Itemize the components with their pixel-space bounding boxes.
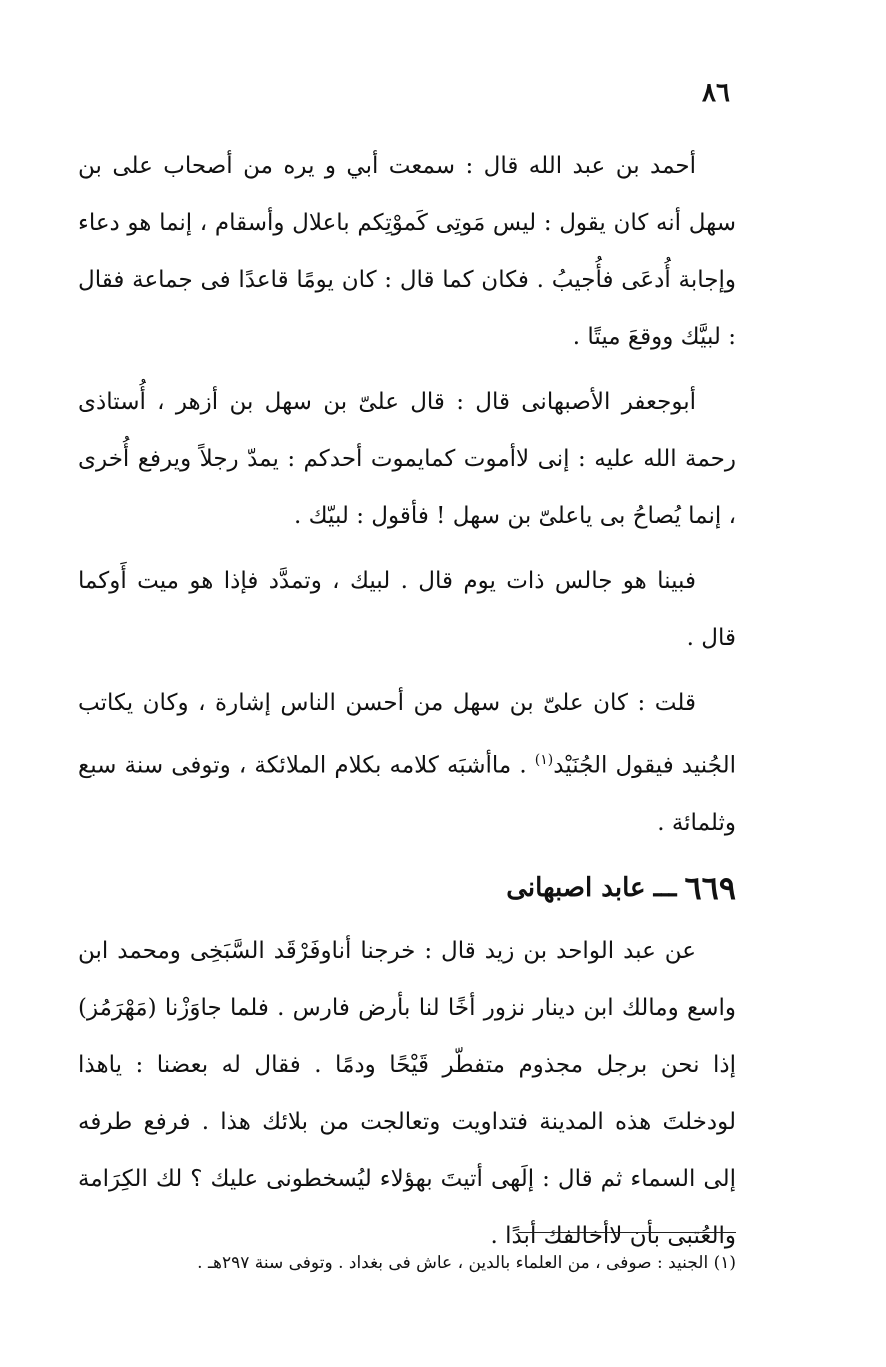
footnote-divider (518, 1232, 736, 1233)
paragraph-1: أحمد بن عبد الله قال : سمعت أبي و يره من أصحاب على بن سهل أنه كان يقول : ليس مَوتِى كَموْتِكم باعلال وأسقام ، إنما هو دعاء وإجابة أُدعَى فأُجيبُ . فكان كما قال : كان يومًا قاعدًا فى جماعة فقال : لبيَّك ووقعَ ميتًا . (78, 153, 736, 350)
paragraph-5: عن عبد الواحد بن زيد قال : خرجنا أناوفَرْقَد السَّبَخِى ومحمد ابن واسع ومالك ابن دينار نزور أخًا لنا بأرض فارس . فلما جاوَزْنا (مَهْرَمُز) إذا نحن برجل مجذوم متفطّر قَيْحًا ودمًا . فقال له بعضنا : ياهذا لودخلتَ هذه المدينة فتداويت وتعالجت من بلائك هذا . فرفع طرفه إلى السماء ثم قال : إلَهى أتيتَ بهؤلاء ليُسخطونى عليك ؟ لك الكِرَامة والعُتبى بأن لاأخالفك أبدًا . (78, 937, 736, 1249)
paragraph-4-text-a: قلت : كان علىّ بن سهل من أحسن الناس إشارة ، وكان يكاتب الجُنيد فيقول الجُنَيْد (78, 690, 736, 779)
section-number: ٦٦٩ (684, 868, 736, 907)
paragraph-4-text-b: . ماأشبَه كلامه بكلام الملائكة ، وتوفى سنة سبع وثلمائة . (78, 752, 736, 836)
page-number: ٨٦ (702, 78, 730, 108)
footnote-marker: (١) (534, 752, 554, 768)
paragraph-4 (78, 675, 736, 852)
paragraph-2: أبوجعفر الأصبهانى قال : قال علىّ بن سهل بن أزهر ، أُستاذى رحمة الله عليه : إنى لاأموت كمايموت أحدكم : يمدّ رجلاً ويرفع أُخرى ، إنما يُصاحُ بى ياعلىّ بن سهل ! فأقول : لبيّك . (78, 389, 736, 529)
section-title: عابد اصبهانى (506, 872, 646, 903)
footnote: (١) الجنيد : صوفى ، من العلماء بالدين ، عاش فى بغداد . وتوفى سنة ٢٩٧هـ . (197, 1253, 736, 1273)
body-text (78, 138, 736, 1273)
section-heading (78, 860, 736, 917)
section-dash: ـــ (653, 872, 677, 903)
paragraph-3: فبينا هو جالس ذات يوم قال . لبيك ، وتمدَّد فإذا هو ميت أَوكما قال . (78, 568, 736, 651)
